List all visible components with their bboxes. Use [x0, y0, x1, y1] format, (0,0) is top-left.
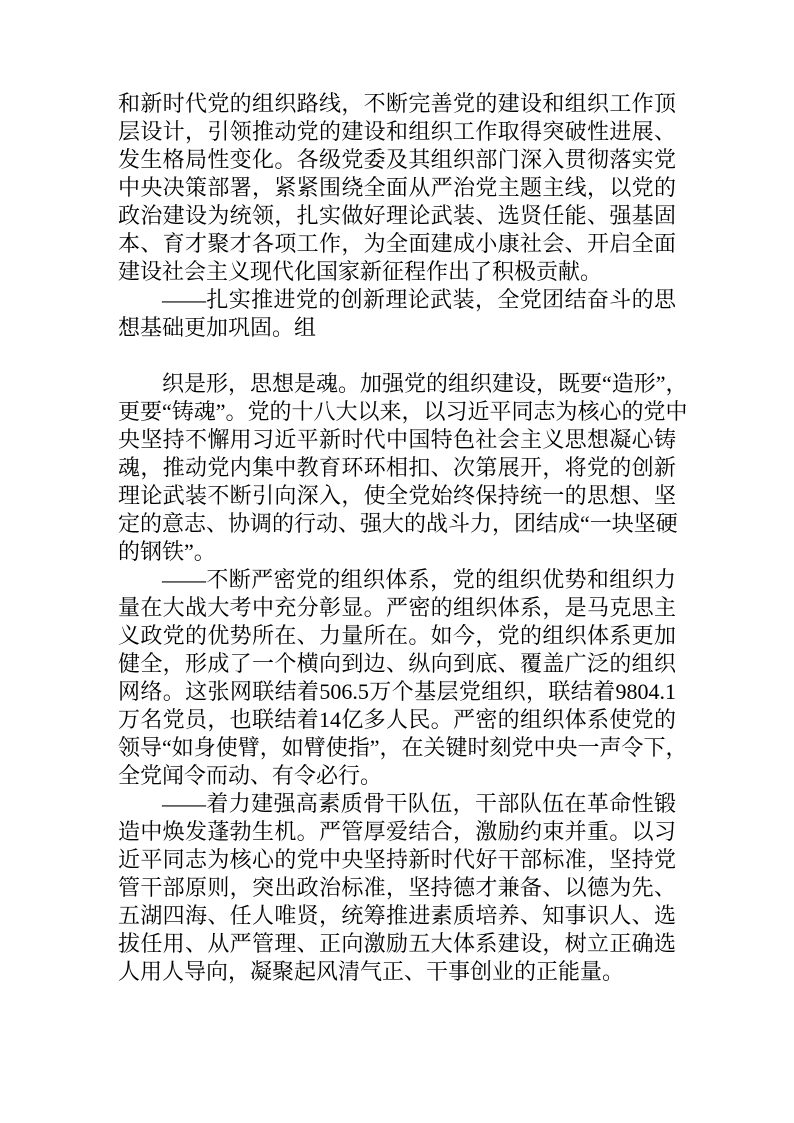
text-line: 织是形，思想是魂。加强党的组织建设，既要“造形”，	[162, 371, 688, 396]
text-line: 更要“铸魂”。党的十八大以来，以习近平同志为核心的党中	[118, 399, 688, 424]
text-line: 万名党员，也联结着14亿多人民。严密的组织体系使党的	[118, 707, 676, 732]
text-line: 健全，形成了一个横向到边、纵向到底、覆盖广泛的组织	[118, 651, 676, 676]
text-line: ——不断严密党的组织体系，党的组织优势和组织力	[162, 567, 676, 592]
text-line: 领导“如身使臂，如臂使指”，在关键时刻党中央一声令下，	[118, 735, 688, 760]
text-line: 的钢铁”。	[118, 539, 216, 564]
text-line: ——扎实推进党的创新理论武装，全党团结奋斗的思	[162, 287, 676, 312]
text-line: 发生格局性变化。各级党委及其组织部门深入贯彻落实党	[118, 147, 676, 172]
text-line: 全党闻令而动、有令必行。	[118, 763, 383, 788]
text-line: 层设计，引领推动党的建设和组织工作取得突破性进展、	[118, 119, 676, 144]
text-line: 央坚持不懈用习近平新时代中国特色社会主义思想凝心铸	[118, 427, 676, 452]
paragraph	[118, 90, 676, 286]
text-line: 义政党的优势所在、力量所在。如今，党的组织体系更加	[118, 623, 676, 648]
text-line: 五湖四海、任人唯贤，统筹推进素质培养、知事识人、选	[118, 903, 676, 928]
paragraph	[118, 566, 688, 790]
text-line: 造中焕发蓬勃生机。严管厚爱结合，激励约束并重。以习	[118, 819, 676, 844]
text-line: ——着力建强高素质骨干队伍，干部队伍在革命性锻	[162, 791, 676, 816]
text-line: 和新时代党的组织路线，不断完善党的建设和组织工作顶	[118, 91, 676, 116]
text-line: 量在大战大考中充分彰显。严密的组织体系，是马克思主	[118, 595, 676, 620]
text-line: 管干部原则，突出政治标准，坚持德才兼备、以德为先、	[118, 875, 676, 900]
text-line: 定的意志、协调的行动、强大的战斗力，团结成“一块坚硬	[118, 511, 678, 536]
text-line: 人用人导向，凝聚起风清气正、干事创业的正能量。	[118, 959, 625, 984]
document-text-body	[118, 90, 688, 986]
text-line: 拔任用、从严管理、正向激励五大体系建设，树立正确选	[118, 931, 676, 956]
paragraph	[118, 286, 676, 342]
text-line: 本、育才聚才各项工作，为全面建成小康社会、开启全面	[118, 231, 676, 256]
text-line: 近平同志为核心的党中央坚持新时代好干部标准，坚持党	[118, 847, 676, 872]
paragraph	[118, 370, 688, 566]
text-line: 想基础更加巩固。组	[118, 315, 317, 340]
paragraph-spacer	[118, 342, 676, 370]
text-line: 理论武装不断引向深入，使全党始终保持统一的思想、坚	[118, 483, 676, 508]
text-line: 网络。这张网联结着506.5万个基层党组织，联结着9804.1	[118, 679, 676, 704]
text-line: 政治建设为统领，扎实做好理论武装、选贤任能、强基固	[118, 203, 676, 228]
text-line: 魂，推动党内集中教育环环相扣、次第展开，将党的创新	[118, 455, 676, 480]
paragraph	[118, 790, 676, 986]
text-line: 中央决策部署，紧紧围绕全面从严治党主题主线，以党的	[118, 175, 676, 200]
text-line: 建设社会主义现代化国家新征程作出了积极贡献。	[118, 259, 603, 284]
